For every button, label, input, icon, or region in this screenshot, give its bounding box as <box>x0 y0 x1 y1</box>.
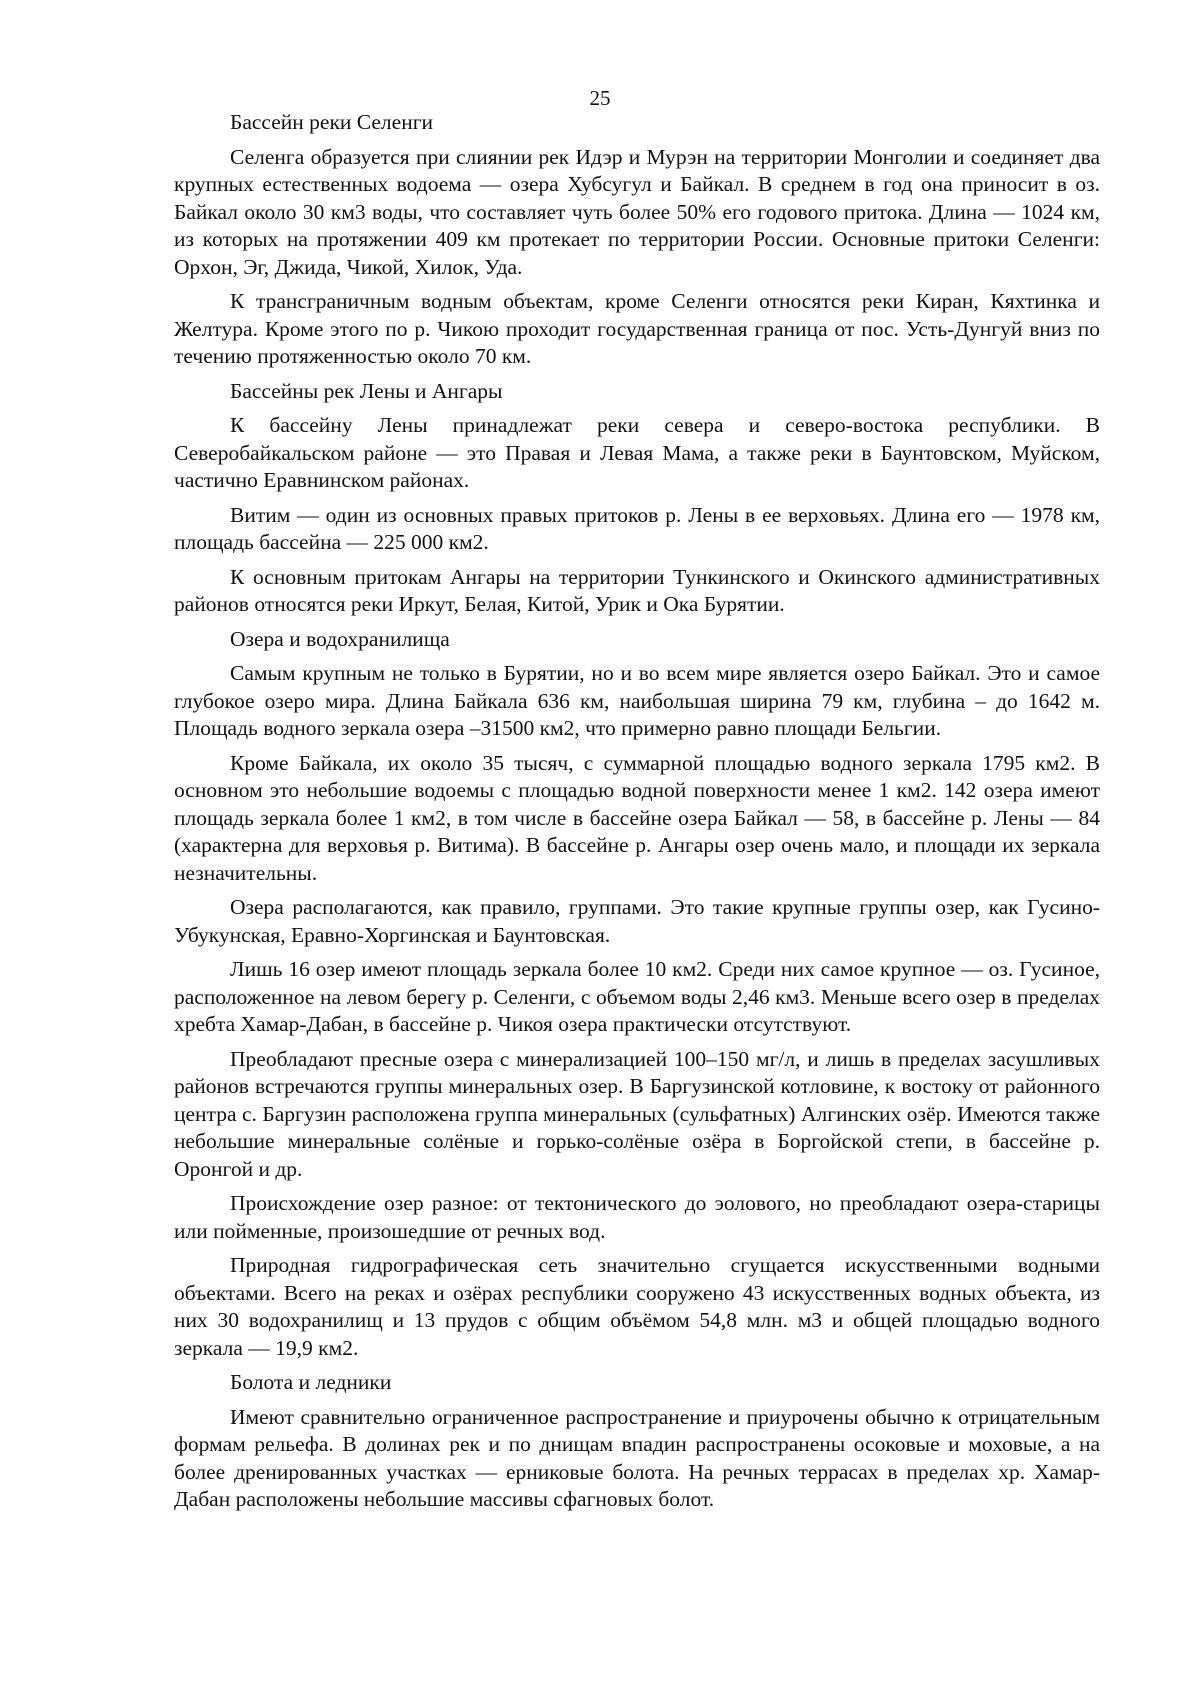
paragraph: Происхождение озер разное: от тектонического до эолового, но преобладают озера-старицы или пойменные, произошедшие от речных вод. <box>174 1191 1100 1243</box>
paragraph: Кроме Байкала, их около 35 тысяч, с суммарной площадью водного зеркала 1795 км2. В основном это небольшие водоемы с площадью водной поверхности менее 1 км2. 142 озера имеют площадь зеркала более 1 км2, в том числе в бассейне озера Байкал — 58, в бассейне р. Лены — 84 (характерна для верховья р. Витима). В бассейне р. Ангары озер очень мало, и площади их зеркала незначительны. <box>174 750 1100 885</box>
section-heading: Бассейн реки Селенги <box>230 110 434 134</box>
section-heading: Озера и водохранилища <box>230 626 450 651</box>
paragraph: Самым крупным не только в Бурятии, но и во всем мире является озеро Байкал. Это и самое глубокое озеро мира. Длина Байкала 636 км, наибольшая ширина 79 км, глубина – до 1642 м. Площадь водного зеркала озера –31500 км2, что примерно равно площади Бельгии. <box>174 661 1100 740</box>
paragraph: К трансграничным водным объектам, кроме Селенги относятся реки Киран, Кяхтинка и Желтура. Кроме этого по р. Чикою проходит государственная граница от пос. Усть-Дунгуй вниз по течению протяженностью около 70 км. <box>174 289 1100 368</box>
paragraph: Имеют сравнительно ограниченное распространение и приурочены обычно к отрицательным формам рельефа. В долинах рек и по днищам впадин распространены осоковые и моховые, а на более дренированных участках — ерниковые болота. На речных террасах в пределах хр. Хамар-Дабан расположены небольшие массивы сфагновых болот. <box>174 1404 1100 1511</box>
paragraph: Лишь 16 озер имеют площадь зеркала более 10 км2. Среди них самое крупное — оз. Гусиное, расположенное на левом берегу р. Селенги, с объемом воды 2,46 км3. Меньше всего озер в пределах хребта Хамар-Дабан, в бассейне р. Чикоя озера практически отсутствуют. <box>174 957 1100 1036</box>
paragraph: Преобладают пресные озера с минерализацией 100–150 мг/л, и лишь в пределах засушливых районов встречаются группы минеральных озер. В Баргузинской котловине, к востоку от районного центра с. Баргузин расположена группа минеральных (сульфатных) Алгинских озёр. Имеются также небольшие минеральные солёные и горько-солёные озёра в Боргойской степи, в бассейне р. Оронгой и др. <box>174 1046 1100 1181</box>
paragraph: Природная гидрографическая сеть значительно сгущается искусственными водными объектами. Всего на реках и озёрах республики сооружено 43 искусственных водных объекта, из них 30 водохранилищ и 13 прудов с общим объёмом 54,8 млн. м3 и общей площадью водного зеркала — 19,9 км2. <box>174 1253 1100 1360</box>
paragraph: К основным притокам Ангары на территории Тункинского и Окинского административных районов относятся реки Иркут, Белая, Китой, Урик и Ока Бурятии. <box>174 564 1100 616</box>
page-content <box>174 109 1100 1521</box>
paragraph: Селенга образуется при слиянии рек Идэр и Мурэн на территории Монголии и соединяет два крупных естественных водоема — озера Хубсугул и Байкал. В среднем в год она приносит в оз. Байкал около 30 км3 воды, что составляет чуть более 50% его годового притока. Длина — 1024 км, из которых на протяжении 409 км протекает по территории России. Основные притоки Селенги: Орхон, Эг, Джида, Чикой, Хилок, Уда. <box>174 144 1100 279</box>
paragraph: Витим — один из основных правых притоков р. Лены в ее верховьях. Длина его — 1978 км, площадь бассейна — 225 000 км2. <box>174 502 1100 554</box>
section-heading: Бассейны рек Лены и Ангары <box>230 378 503 403</box>
paragraph: Озера располагаются, как правило, группами. Это такие крупные группы озер, как Гусино-Убукунская, Еравно-Хоргинская и Баунтовская. <box>174 895 1100 947</box>
page-number: 25 <box>589 86 611 110</box>
paragraph: К бассейну Лены принадлежат реки севера и северо-востока республики. В Северобайкальском районе — это Правая и Левая Мама, а также реки в Баунтовском, Муйском, частично Еравнинском районах. <box>174 413 1100 492</box>
section-heading: Болота и ледники <box>230 1370 392 1394</box>
